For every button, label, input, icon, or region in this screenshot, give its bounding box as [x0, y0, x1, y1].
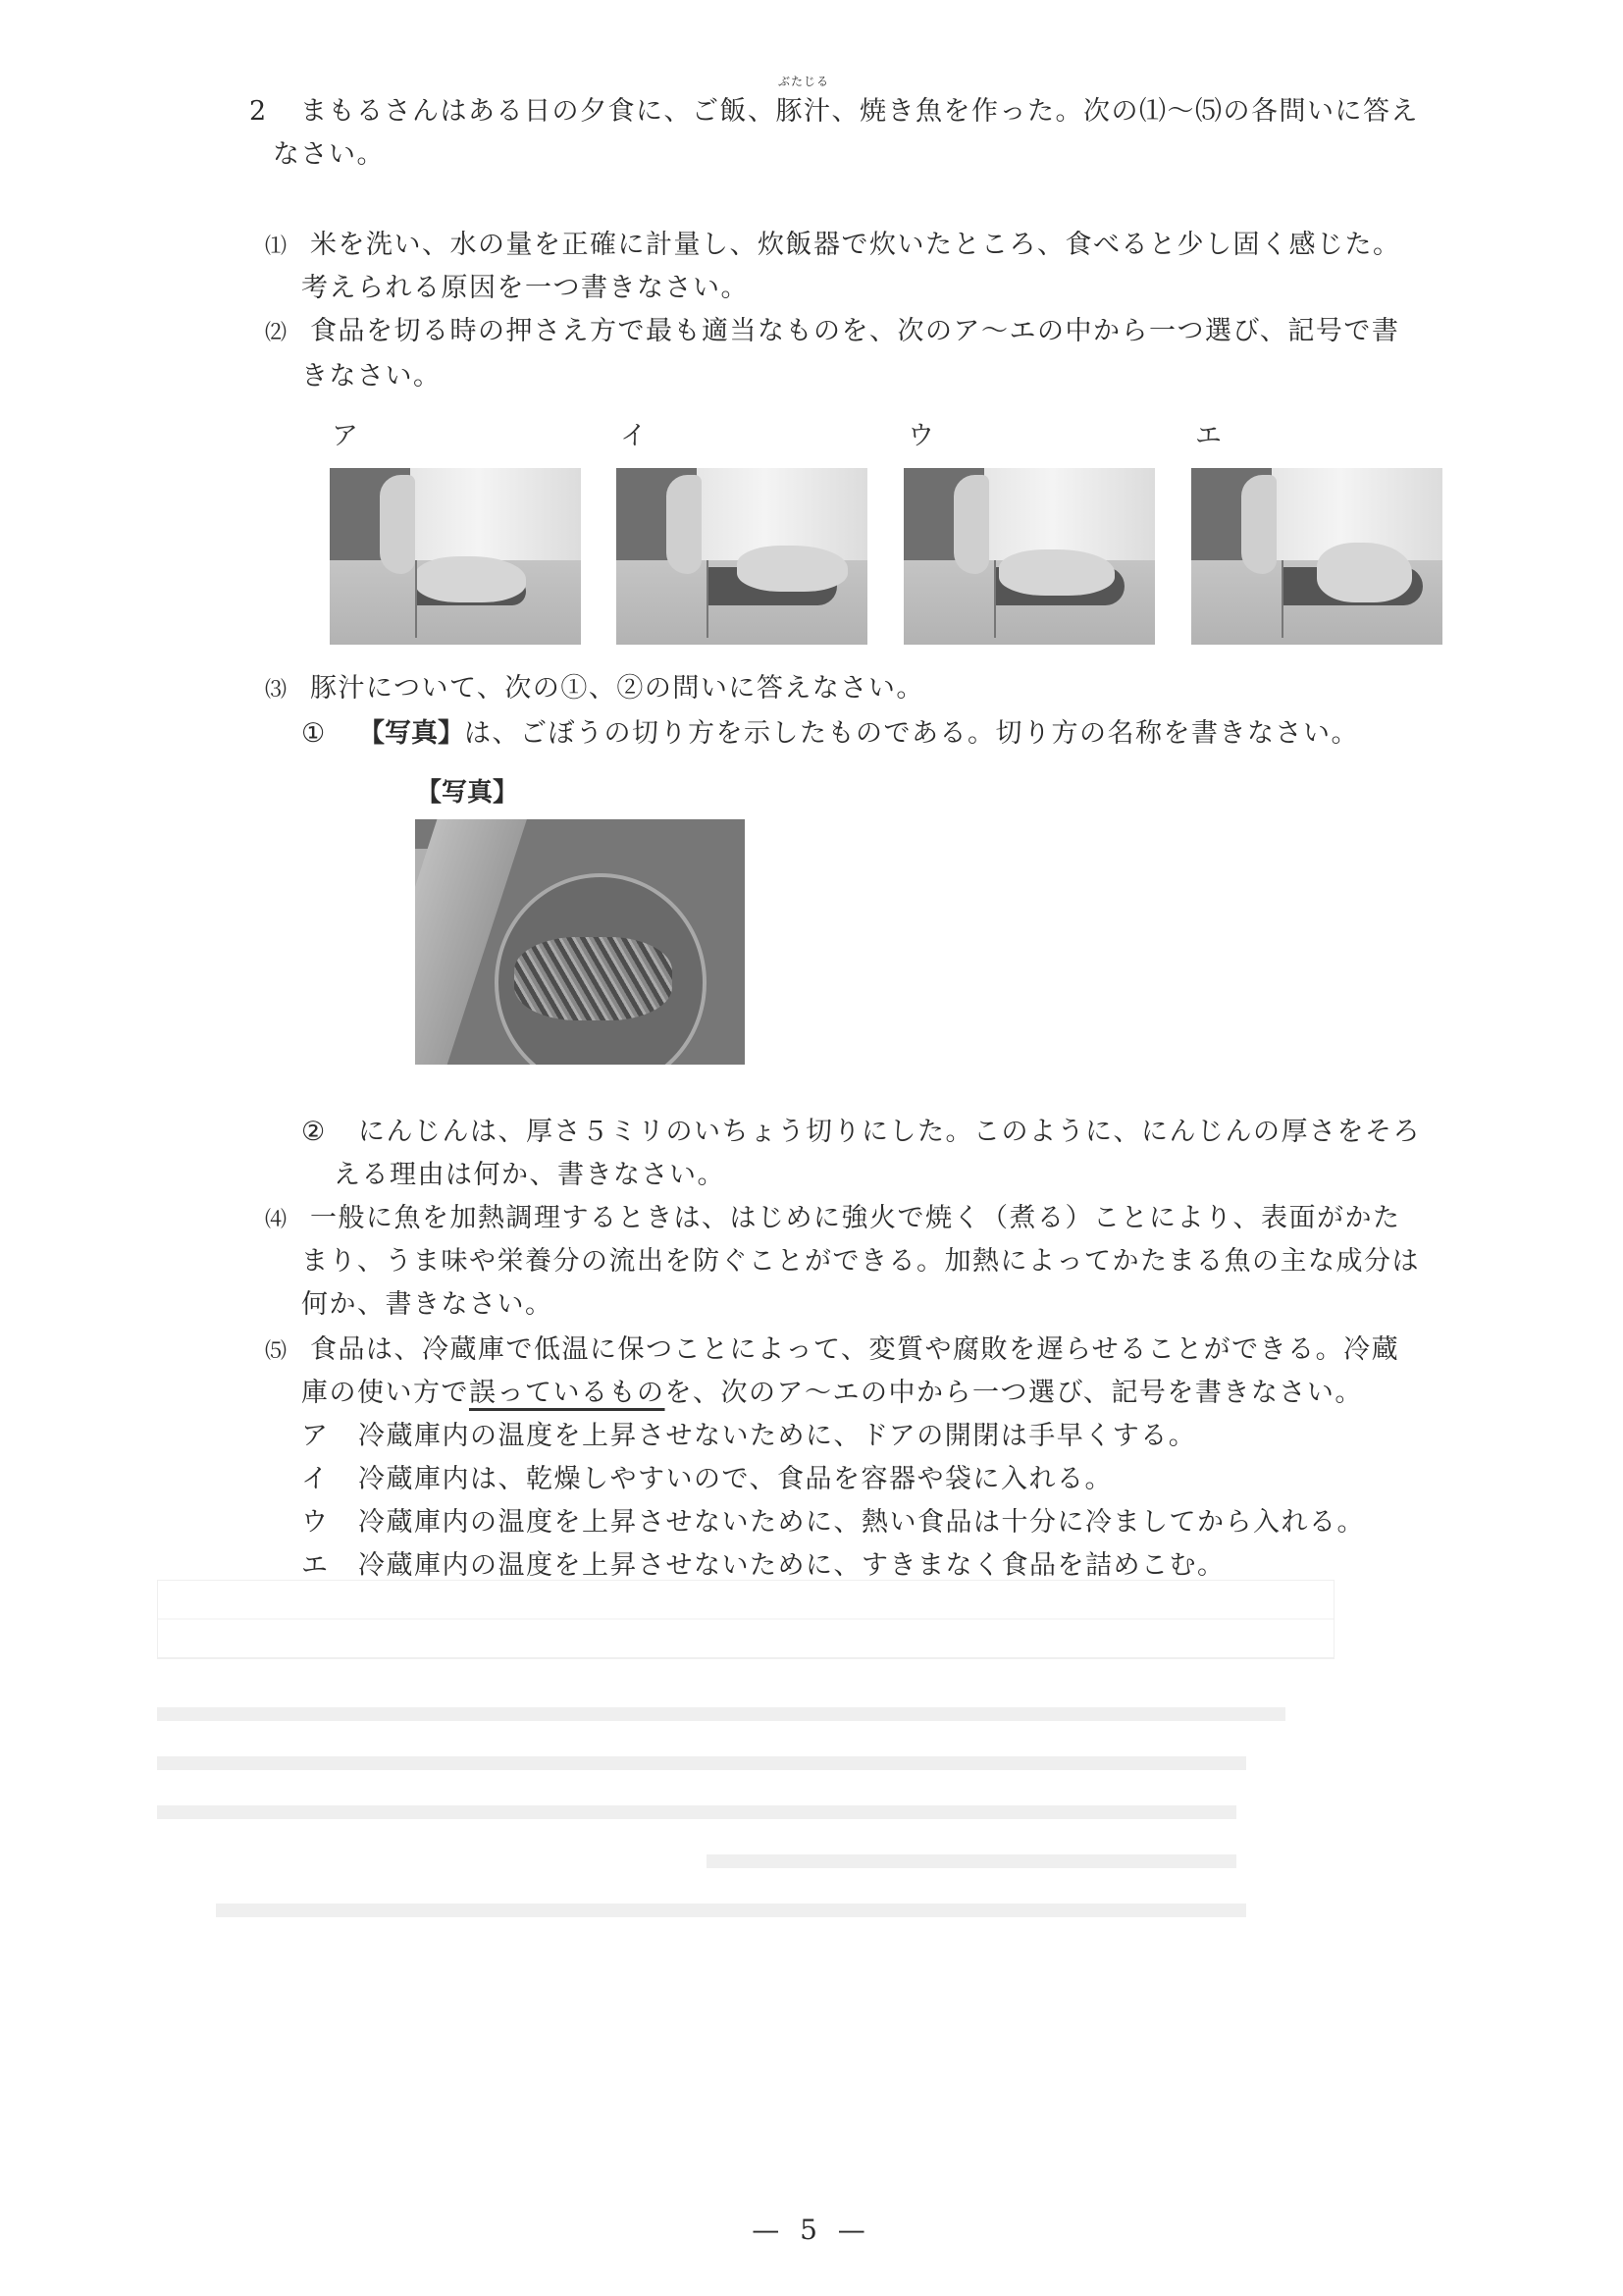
q3-sub1-label: ①: [301, 718, 327, 749]
q4-line2: まり、うま味や栄養分の流出を防ぐことができる。加熱によってかたまる魚の主な成分は: [301, 1246, 1420, 1277]
q3-sub2-line2: える理由は何か、書きなさい。: [334, 1160, 725, 1190]
photo-hand-press-i: [616, 468, 867, 645]
q4-line1: ⑷ 一般に魚を加熱調理するときは、はじめに強火で焼く（煮る）ことにより、表面がかた: [265, 1201, 1401, 1238]
question-intro-line1: 2 まもるさんはある日の夕食に、ご飯、 ぶたじる 豚汁、焼き魚を作った。次の⑴～⑸の各問いに答え: [249, 94, 1419, 130]
show-through-artifact: [157, 1580, 1335, 2129]
q5-option-u: ウ 冷蔵庫内の温度を上昇させないために、熱い食品は十分に冷ましてから入れる。: [301, 1507, 1365, 1538]
choice-label-u: ウ: [908, 421, 934, 451]
photo-hand-press-u: [904, 468, 1155, 645]
choice-label-e: エ: [1195, 421, 1222, 451]
emphasis-underlined: 誤っているもの: [469, 1378, 665, 1408]
choice-label-i: イ: [620, 421, 647, 451]
photo-reference: 【写真】: [358, 718, 464, 749]
photo-burdock-cutting: [415, 819, 745, 1065]
q3-line1: ⑶ 豚汁について、次の①、②の問いに答えなさい。: [265, 671, 924, 708]
q2-line2: きなさい。: [301, 361, 442, 391]
photo-hand-press-e: [1191, 468, 1442, 645]
q3-sub2-label: ②: [301, 1117, 327, 1147]
photo-caption: 【写真】: [416, 778, 519, 808]
q5-line2: 庫の使い方で誤っているものを、次のア～エの中から一つ選び、記号を書きなさい。: [301, 1378, 1363, 1408]
q5-option-e: エ 冷蔵庫内の温度を上昇させないために、すきまなく食品を詰めこむ。: [301, 1550, 1226, 1581]
q3-sub1-line: ① 【写真】は、ごぼうの切り方を示したものである。切り方の名称を書きなさい。: [301, 716, 1359, 752]
page-number: — 5 —: [752, 2214, 871, 2246]
choice-label-a: ア: [332, 421, 358, 451]
q2-line1: ⑵ 食品を切る時の押さえ方で最も適当なものを、次のア～エの中から一つ選び、記号で書: [265, 314, 1399, 351]
q5-option-a: ア 冷蔵庫内の温度を上昇させないために、ドアの開閉は手早くする。: [301, 1421, 1197, 1451]
q2-label: ⑵: [265, 321, 288, 345]
q5-label: ⑸: [265, 1339, 288, 1364]
q1-label: ⑴: [265, 235, 288, 259]
photo-hand-press-a: [330, 468, 581, 645]
ruby-reading: ぶたじる: [777, 75, 830, 88]
q1-line1: ⑴ 米を洗い、水の量を正確に計量し、炊飯器で炊いたところ、食べると少し固く感じた。: [265, 228, 1401, 265]
question-intro-line2: なさい。: [273, 139, 385, 170]
question-number: 2: [249, 96, 268, 127]
q4-line3: 何か、書きなさい。: [301, 1289, 553, 1320]
ruby-butajiru: ぶたじる 豚汁: [775, 75, 832, 127]
q3-label: ⑶: [265, 678, 288, 703]
q4-label: ⑷: [265, 1208, 288, 1232]
q3-sub2-line1: ② にんじんは、厚さ５ミリのいちょう切りにした。このように、にんじんの厚さをそろ: [301, 1115, 1421, 1150]
q5-option-i: イ 冷蔵庫内は、乾燥しやすいので、食品を容器や袋に入れる。: [301, 1464, 1113, 1494]
q1-line2: 考えられる原因を一つ書きなさい。: [301, 273, 749, 303]
q5-line1: ⑸ 食品は、冷蔵庫で低温に保つことによって、変質や腐敗を遅らせることができる。冷蔵: [265, 1332, 1399, 1370]
